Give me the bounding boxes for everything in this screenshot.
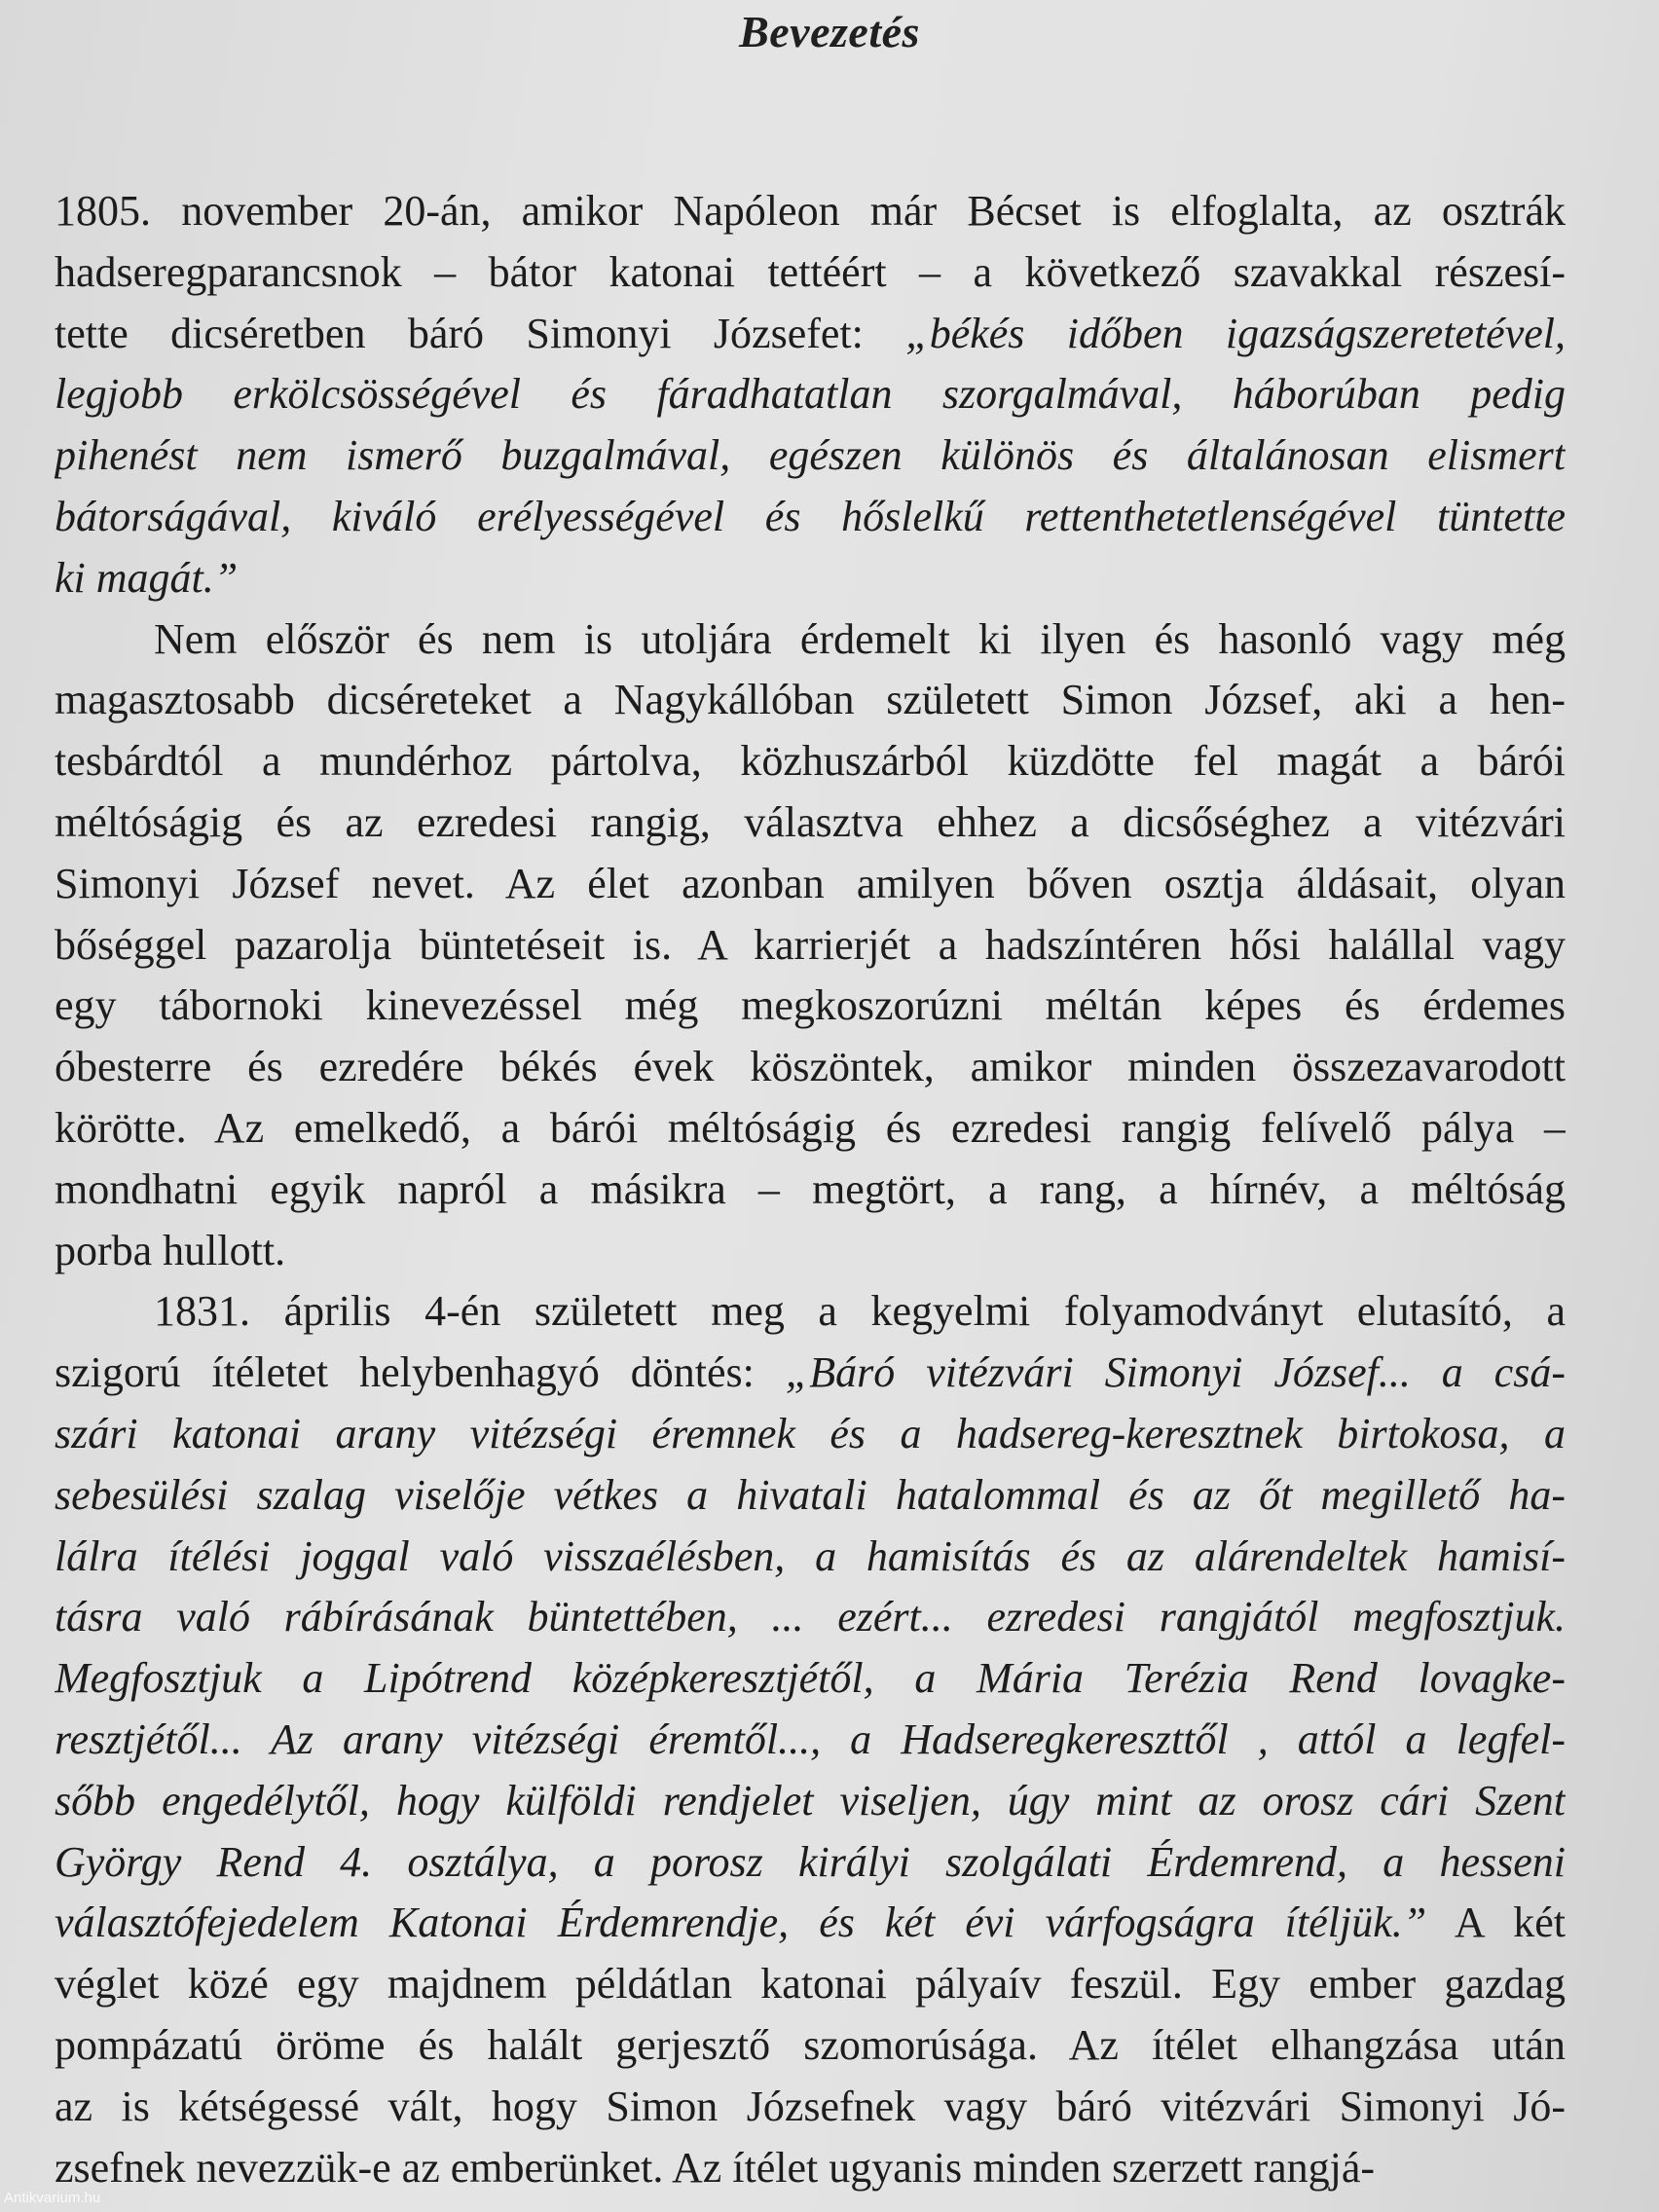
- text-line: [55, 609, 1566, 671]
- text-line: [55, 793, 1566, 854]
- text-line: [55, 1648, 1566, 1710]
- quote-segment: György Rend 4. osztálya, a porosz királyi szolgálati Érdemrend, a hesseni: [55, 1837, 1566, 1886]
- text-line: [55, 1221, 1566, 1282]
- text-line: [55, 1404, 1566, 1465]
- quote-segment: sőbb engedélytől, hogy külföldi rendjelet viseljen, úgy mint az orosz cári Szent: [55, 1776, 1566, 1825]
- body-text: [55, 181, 1566, 2198]
- text-line: [55, 1527, 1566, 1588]
- text-line: [55, 731, 1566, 793]
- quote-segment: legjobb erkölcsösségével és fáradhatatlan szorgalmával, háborúban pedig: [55, 370, 1566, 419]
- text-line: [55, 2138, 1566, 2199]
- chapter-heading: Bevezetés: [739, 7, 920, 56]
- quote-segment: pihenést nem ismerő buzgalmával, egészen különös és általánosan elismert: [55, 431, 1566, 480]
- text-segment: óbesterre és ezredére békés évek köszöntek, amikor minden összezavarodott: [55, 1043, 1566, 1091]
- text-segment: mondhatni egyik napról a másikra – megtört, a rang, a hírnév, a méltóság: [55, 1164, 1566, 1213]
- text-line: [55, 1710, 1566, 1771]
- text-line: [55, 1832, 1566, 1894]
- text-line: [55, 1160, 1566, 1221]
- text-segment: 1831. április 4-én született meg a kegyelmi folyamodványt elutasító, a: [154, 1287, 1566, 1336]
- text-segment: tette dicséretben báró Simonyi Józsefet:: [55, 309, 906, 357]
- text-segment: zsefnek nevezzük-e az emberünket. Az ítélet ugyanis minden szerzett rangjá-: [55, 2143, 1376, 2192]
- text-line: [55, 1954, 1566, 2015]
- quote-segment: ki magát.”: [55, 553, 239, 602]
- text-line: [55, 304, 1566, 365]
- quote-segment: sebesülési szalag viselője vétkes a hivatali hatalommal és az őt megillető ha-: [55, 1470, 1566, 1519]
- text-line: [55, 242, 1566, 304]
- text-segment: körötte. Az emelkedő, a bárói méltóságig és ezredesi rangig felívelő pálya –: [55, 1103, 1566, 1152]
- quote-segment: „békés időben igazságszeretetével,: [905, 309, 1566, 357]
- text-segment: méltóságig és az ezredesi rangig, választva ehhez a dicsőséghez a vitézvári: [55, 797, 1566, 846]
- quote-segment: Megfosztjuk a Lipótrend középkeresztjétől, a Mária Terézia Rend lovagke-: [55, 1654, 1566, 1703]
- text-line: [55, 1465, 1566, 1527]
- quote-segment: választófejedelem Katonai Érdemrendje, és két évi várfogságra ítéljük.”: [55, 1899, 1427, 1947]
- text-segment: Simonyi József nevet. Az élet azonban amilyen bőven osztja áldásait, olyan: [55, 859, 1566, 907]
- text-line: [55, 1771, 1566, 1832]
- text-segment: porba hullott.: [55, 1226, 286, 1274]
- paragraph: [55, 1281, 1566, 2198]
- quote-segment: resztjétől... Az arany vitézségi éremtől..., a Hadseregkereszttől , attól a legfel-: [55, 1714, 1566, 1763]
- paragraph: [55, 609, 1566, 1282]
- text-segment: egy tábornoki kinevezéssel még megkoszorúzni méltán képes és érdemes: [55, 981, 1566, 1030]
- text-line: [55, 976, 1566, 1037]
- text-line: [55, 2077, 1566, 2138]
- text-line: [55, 181, 1566, 242]
- text-segment: magasztosabb dicséreteket a Nagykállóban született Simon József, aki a hen-: [55, 676, 1566, 724]
- text-segment: pompázatú öröme és halált gerjesztő szomorúsága. Az ítélet elhangzása után: [55, 2020, 1566, 2069]
- text-line: [55, 2015, 1566, 2077]
- text-line: [55, 425, 1566, 487]
- text-segment: A két: [1426, 1899, 1566, 1947]
- text-line: [55, 548, 1566, 609]
- text-line: [55, 1098, 1566, 1160]
- paragraph: [55, 181, 1566, 609]
- text-segment: véglet közé egy majdnem példátlan katonai pályaív feszül. Egy ember gazdag: [55, 1960, 1566, 2009]
- quote-segment: bátorságával, kiváló erélyességével és hőslelkű rettenthetetlenségével tüntette: [55, 492, 1566, 540]
- text-line: [55, 670, 1566, 731]
- text-line: [55, 915, 1566, 977]
- quote-segment: tásra való rábírásának büntettében, ... ezért... ezredesi rangjától megfosztjuk.: [55, 1593, 1566, 1641]
- text-segment: tesbárdtól a mundérhoz pártolva, közhuszárból küzdötte fel magát a bárói: [55, 737, 1566, 786]
- text-segment: Nem először és nem is utoljára érdemelt ki ilyen és hasonló vagy még: [154, 614, 1566, 663]
- text-line: [55, 1037, 1566, 1098]
- quote-segment: szári katonai arany vitézségi éremnek és a hadsereg-keresztnek birtokosa, a: [55, 1409, 1566, 1457]
- text-segment: hadseregparancsnok – bátor katonai tettéért – a következő szavakkal részesí-: [55, 247, 1566, 296]
- watermark: Antikvarium.hu: [4, 2190, 101, 2206]
- quote-segment: lálra ítélési joggal való visszaélésben, a hamisítás és az alárendeltek hamisí-: [55, 1531, 1566, 1580]
- text-line: [55, 1893, 1566, 1954]
- quote-segment: „Báró vitézvári Simonyi József... a csá-: [785, 1348, 1566, 1397]
- text-segment: az is kétségessé vált, hogy Simon Józsefnek vagy báró vitézvári Simonyi Jó-: [55, 2082, 1566, 2130]
- text-segment: szigorú ítéletet helybenhagyó döntés:: [55, 1348, 786, 1397]
- text-line: [55, 1281, 1566, 1343]
- text-line: [55, 1587, 1566, 1648]
- text-line: [55, 854, 1566, 915]
- text-line: [55, 1343, 1566, 1404]
- text-line: [55, 487, 1566, 548]
- text-line: [55, 364, 1566, 425]
- text-segment: bőséggel pazarolja büntetéseit is. A karrierjét a hadszíntéren hősi halállal vagy: [55, 920, 1566, 969]
- text-segment: 1805. november 20-án, amikor Napóleon már Bécset is elfoglalta, az osztrák: [55, 187, 1566, 235]
